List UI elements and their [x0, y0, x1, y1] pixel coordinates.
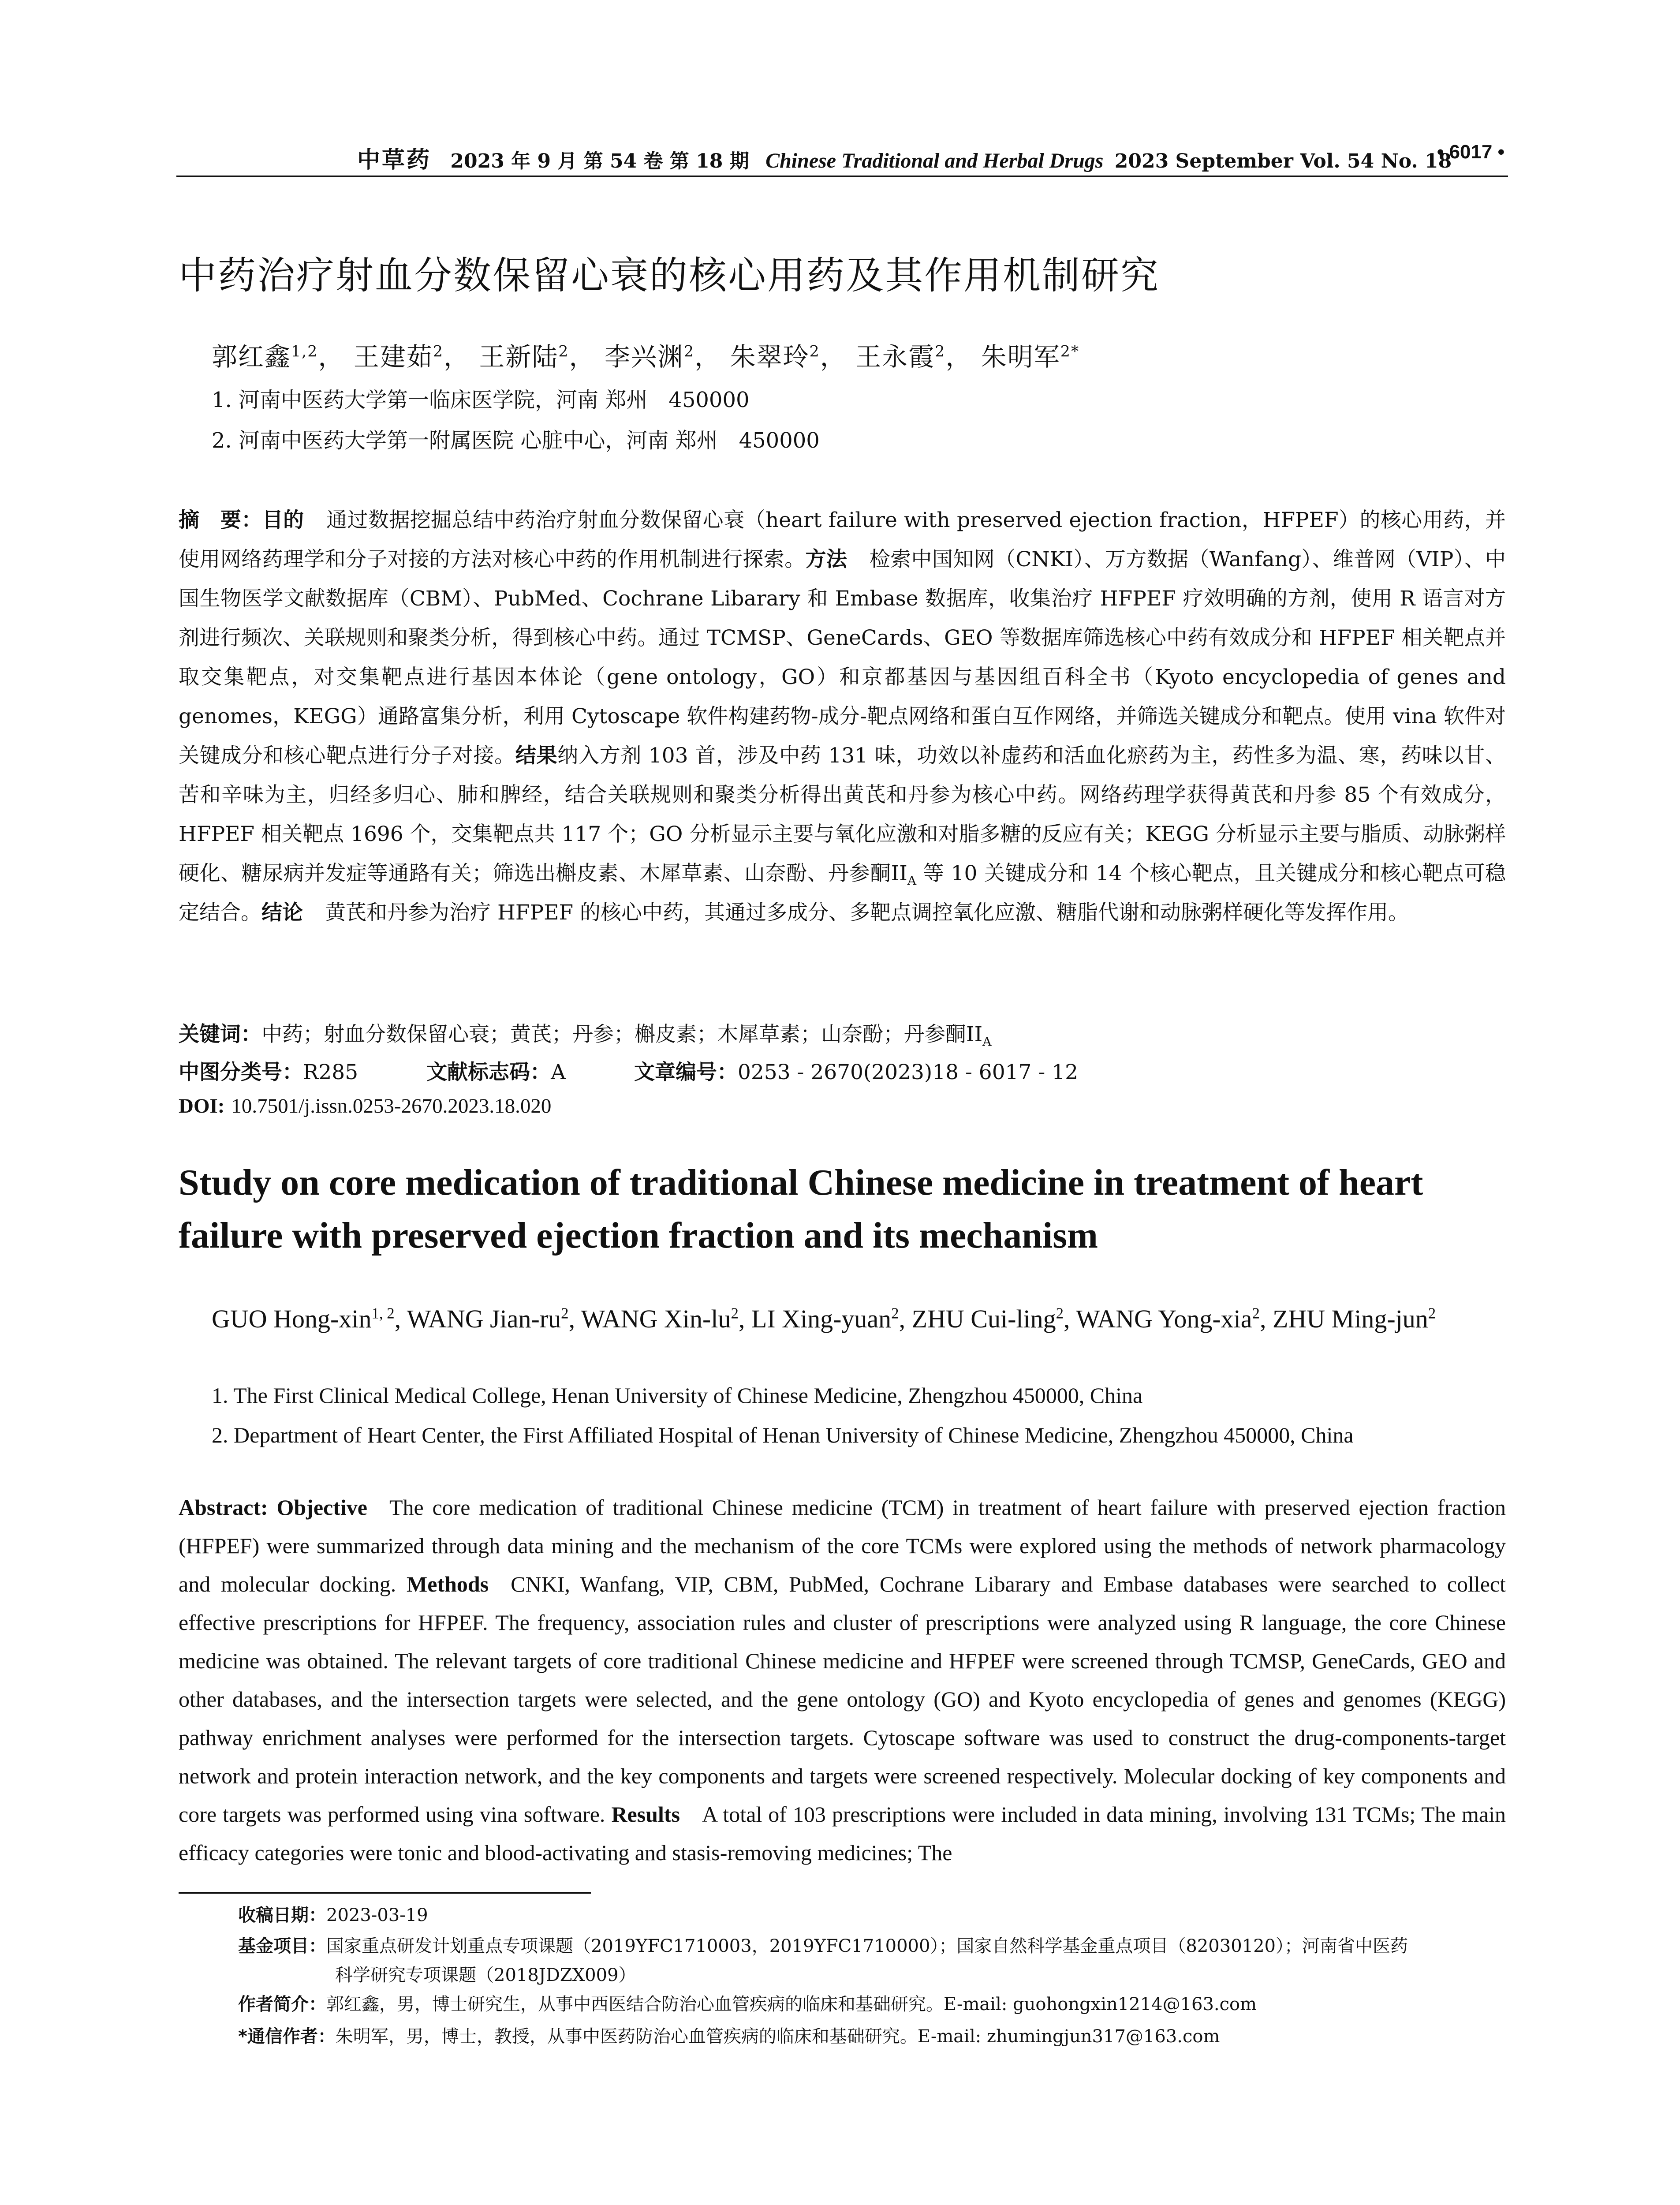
author-sup: 2: [891, 1304, 899, 1322]
title-cn: 中药治疗射血分数保留心衰的核心用药及其作用机制研究: [179, 254, 1160, 298]
methods-text-cn: 检索中国知网（CNKI）、万方数据（Wanfang）、维普网（VIP）、中国生物医学文献数据库（CBM）、PubMed、Cochrane Libarary 和 Embase 数据库，收集治疗 HFPEF 疗效明确的方剂，使用 R 语言对方剂进行频次、关联规则和聚类分析，得到核心中药。通过 TCMSP、GeneCards、GEO 等数据库筛选核心中药有效成分和 HFPEF 相关靶点并取交集靶点，对交集靶点进行基因本体论（gene ontology，GO）和京都基因与基因组百科全书（Kyoto encyclopedia of genes and genomes，KEGG）通路富集分析，利用 Cytoscape 软件构建药物-成分-靶点网络和蛋白互作网络，并筛选关键成分和靶点。使用 vina 软件对关键成分和核心靶点进行分子对接。: [179, 547, 1506, 768]
objective-text-cn: 通过数据挖掘总结中药治疗射血分数保留心衰（heart failure with preserved ejection fraction，HFPEF）的核心用药，并使用网络药理学和分子对接的方法对核心中药的作用机制进行探索。: [179, 508, 1506, 572]
author-sup: 2: [731, 1304, 739, 1322]
author-sup: 1,2: [291, 343, 318, 361]
author-sup: 2: [809, 343, 820, 361]
footnote-divider: [179, 1892, 591, 1894]
results-text-en: A total of 103 prescriptions were included in data mining, involving 131 TCMs; The main efficacy categories were tonic and blood-activating and stasis-removing medicines; The: [179, 1802, 1506, 1865]
author-en: WANG Jian-ru: [407, 1304, 561, 1333]
journal-header-line: [357, 141, 1452, 174]
keywords-label: 关键词：: [179, 1022, 261, 1046]
author-sup: 2: [1056, 1304, 1064, 1322]
clc-label: 中图分类号：: [179, 1060, 303, 1084]
clc-value: R285: [303, 1060, 358, 1084]
footnote-label: 作者简介：: [238, 1994, 326, 2014]
abstract-label-cn: 摘 要：: [179, 508, 262, 532]
doc-code-value: A: [551, 1060, 566, 1084]
footnote-text: 朱明军，男，博士，教授，从事中医药防治心血管疾病的临床和基础研究。E-mail: zhumingjun317@163.com: [335, 2026, 1220, 2047]
author-sup: 2: [684, 343, 695, 361]
results-text-cn-2: 等 10 关键成分和 14 个核心靶点，且关键成分和核心靶点可稳定结合。: [179, 861, 1506, 925]
author-cn: 王新陆: [479, 342, 559, 372]
affiliation-en-1: 1. The First Clinical Medical College, Henan University of Chinese Medicine, Zhengzhou 450000, China: [212, 1383, 1143, 1408]
author-en: LI Xing-yuan: [751, 1304, 892, 1333]
doi-link[interactable]: 10.7501/j.issn.0253-2670.2023.18.020: [231, 1095, 552, 1117]
footnote-label: *通信作者：: [238, 2026, 336, 2047]
footnote-label: 收稿日期：: [238, 1905, 326, 1925]
footnote-received: [238, 1901, 1508, 1930]
objective-text-en: The core medication of traditional Chinese medicine (TCM) in treatment of heart failure with preserved ejection fraction (HFPEF) were summarized through data mining and the mechanism of the core TCMs were explored using the methods of network pharmacology and molecular docking.: [179, 1495, 1506, 1596]
results-label-en: Results: [611, 1802, 680, 1827]
doi-line: [179, 1094, 551, 1118]
article-no-value: 0253 - 2670(2023)18 - 6017 - 12: [737, 1060, 1078, 1084]
abstract-label-en: Abstract: Objective: [179, 1495, 367, 1520]
author-en: ZHU Ming-jun: [1272, 1304, 1428, 1333]
abstract-cn: [179, 501, 1506, 932]
doi-label: DOI:: [179, 1095, 225, 1117]
conclusion-label-cn: 结论: [261, 901, 303, 925]
classification-line: [179, 1056, 1140, 1085]
footnote-funding: [238, 1932, 1508, 1990]
footnote-text-cont: 科学研究专项课题（2018JDZX009）: [335, 1965, 636, 1985]
author-en: GUO Hong-xin: [212, 1304, 372, 1333]
author-cn: 朱明军: [981, 342, 1060, 372]
results-text-cn: 纳入方剂 103 首，涉及中药 131 味，功效以补虚药和活血化瘀药为主，药性多为温、寒，药味以甘、苦和辛味为主，归经多归心、肺和脾经，结合关联规则和聚类分析得出黄芪和丹参为核心中药。网络药理学获得黄芪和丹参 85 个有效成分，HFPEF 相关靶点 1696 个，交集靶点共 117 个；GO 分析显示主要与氧化应激和对脂多糖的反应有关；KEGG 分析显示主要与脂质、动脉粥样硬化、糖尿病并发症等通路有关；筛选出槲皮素、木犀草素、山奈酚、丹参酮II: [179, 744, 1506, 886]
author-en: WANG Xin-lu: [581, 1304, 731, 1333]
author-sup: 2: [558, 343, 569, 361]
author-sup: 2: [1428, 1304, 1436, 1322]
author-cn: 李兴渊: [604, 342, 684, 372]
results-subscript: A: [907, 873, 917, 888]
keywords-cn: [179, 1018, 992, 1047]
footnote-author-bio: [238, 1990, 1508, 2019]
footnote-text: 2023-03-19: [326, 1905, 428, 1925]
author-sup: 2: [433, 343, 444, 361]
methods-text-en: CNKI, Wanfang, VIP, CBM, PubMed, Cochrane Libarary and Embase databases were searched to collect effective prescriptions for HFPEF. The frequency, association rules and cluster of prescriptions were analyzed using R language, the core Chinese medicine was obtained. The relevant targets of core traditional Chinese medicine and HFPEF were screened through TCMSP, GeneCards, GEO and other databases, and the intersection targets were selected, and the gene ontology (GO) and Kyoto encyclopedia of genes and genomes (KEGG) pathway enrichment analyses were performed for the intersection targets. Cytoscape software was used to construct the drug-components-target network and protein interaction network, and the key components and targets were screened respectively. Molecular docking of key components and core targets was performed using vina software.: [179, 1572, 1506, 1827]
author-sup: 2: [935, 343, 946, 361]
authors-en: GUO Hong-xin$^{1, 2}$, WANG Jian-$ru^2$, WANG Xin-$lu^2$, LI Xing-yuan$^2$, ZHU Cui-ling$^2$, WANG Yong-xia$^2$, ZHU Ming-jun$^2$: [212, 1304, 1436, 1333]
title-en: Study on core medication of traditional Chinese medicine in treatment of heart failure with preserved ejection fraction and its mechanism: [179, 1162, 1423, 1256]
footnote-text: 国家重点研发计划重点专项课题（2019YFC1710003，2019YFC1710000）；国家自然科学基金重点项目（82030120）；河南省中医药: [326, 1936, 1408, 1956]
running-header: [176, 138, 1508, 177]
objective-label-cn: 目的: [262, 508, 304, 532]
author-sup: 2: [1252, 1304, 1260, 1322]
footnote-label: 基金项目：: [238, 1936, 326, 1956]
page-number: • 6017 •: [1437, 141, 1505, 163]
affiliation-en-2: 2. Department of Heart Center, the First Affiliated Hospital of Henan University of Chinese Medicine, Zhengzhou 450000, China: [212, 1423, 1354, 1447]
issue-cn: 2023 年 9 月 第 54 卷 第 18 期: [450, 150, 749, 172]
author-cn: 王建茹: [353, 342, 433, 372]
footnote-corresponding: [238, 2022, 1508, 2051]
doc-code-label: 文献标志码：: [426, 1060, 551, 1084]
author-en: WANG Yong-xia: [1075, 1304, 1252, 1333]
results-label-cn: 结果: [515, 744, 558, 768]
methods-label-en: Methods: [407, 1572, 489, 1596]
journal-name-en: Chinese Traditional and Herbal Drugs: [765, 149, 1104, 172]
author-cn: 王永霞: [855, 342, 935, 372]
author-sup: 1, 2: [371, 1304, 395, 1322]
abstract-en: [179, 1488, 1506, 1872]
issue-en: 2023 September Vol. 54 No. 18: [1114, 150, 1452, 172]
methods-label-cn: 方法: [805, 547, 847, 572]
conclusion-text-cn: 黄芪和丹参为治疗 HFPEF 的核心中药，其通过多成分、多靶点调控氧化应激、糖脂代谢和动脉粥样硬化等发挥作用。: [325, 901, 1409, 925]
author-en: ZHU Cui-ling: [911, 1304, 1056, 1333]
author-cn: 朱翠玲: [730, 342, 810, 372]
author-sup: 2*: [1060, 343, 1080, 361]
affiliation-cn-1: 1. 河南中医药大学第一临床医学院，河南 郑州 450000: [212, 388, 750, 412]
author-cn: 郭红鑫: [212, 342, 291, 372]
article-no-label: 文章编号：: [634, 1060, 738, 1084]
keywords-subscript: A: [982, 1034, 992, 1049]
journal-name-cn: 中草药: [357, 146, 432, 173]
authors-cn: 郭红鑫$^{1,2}$， 王建茹$^2$， 王新陆$^2$， 李兴渊$^2$， 朱翠玲$^2$， 王永霞$^2$， 朱明军$^{2*}$: [212, 342, 1080, 372]
author-sup: 2: [561, 1304, 569, 1322]
keywords-text: 中药；射血分数保留心衰；黄芪；丹参；槲皮素；木犀草素；山奈酚；丹参酮II: [261, 1022, 983, 1046]
footnote-text: 郭红鑫，男，博士研究生，从事中西医结合防治心血管疾病的临床和基础研究。E-mail: guohongxin1214@163.com: [326, 1994, 1257, 2014]
affiliation-cn-2: 2. 河南中医药大学第一附属医院 心脏中心，河南 郑州 450000: [212, 428, 820, 453]
